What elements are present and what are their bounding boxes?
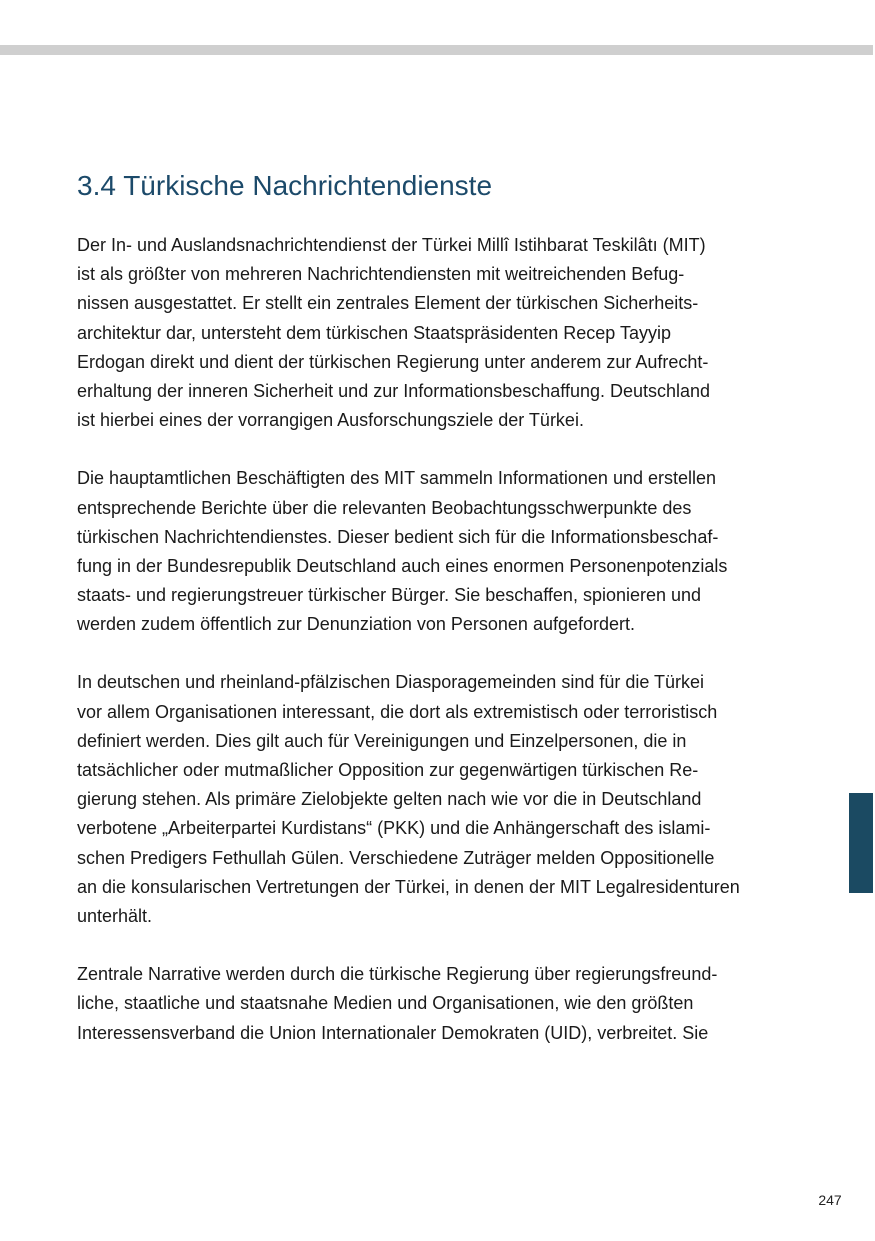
text-line: ist hierbei eines der vorrangigen Ausforschungsziele der Türkei. bbox=[77, 410, 584, 431]
page-number: 247 bbox=[818, 1192, 842, 1208]
header-bar bbox=[0, 45, 873, 55]
section-body bbox=[77, 231, 807, 1077]
text-line: gierung stehen. Als primäre Zielobjekte gelten nach wie vor die in Deutschland bbox=[77, 789, 702, 810]
text-line: an die konsularischen Vertretungen der Türkei, in denen der MIT Legalresidenturen bbox=[77, 876, 740, 897]
text-line: In deutschen und rheinland-pfälzischen Diasporagemeinden sind für die Türkei bbox=[77, 672, 705, 693]
text-line: ist als größter von mehreren Nachrichtendiensten mit weitreichenden Befug- bbox=[77, 264, 685, 285]
text-line: liche, staatliche und staatsnahe Medien und Organisationen, wie den größten bbox=[77, 993, 694, 1014]
text-line: Der In- und Auslandsnachrichtendienst der Türkei Millî Istihbarat Teskilâtı (MIT) bbox=[77, 235, 706, 255]
text-line: entsprechende Berichte über die relevanten Beobachtungsschwerpunkte des bbox=[77, 497, 692, 518]
text-line: architektur dar, untersteht dem türkischen Staatspräsidenten Recep Tayyip bbox=[77, 322, 671, 343]
text-line: nissen ausgestattet. Er stellt ein zentrales Element der türkischen Sicherheits- bbox=[77, 293, 699, 314]
paragraph bbox=[77, 464, 807, 639]
text-line: unterhält. bbox=[77, 905, 153, 926]
text-line: staats- und regierungstreuer türkischer Bürger. Sie beschaffen, spionieren und bbox=[77, 585, 702, 606]
text-line: werden zudem öffentlich zur Denunziation von Personen aufgefordert. bbox=[77, 614, 636, 635]
text-line: fung in der Bundesrepublik Deutschland auch eines enormen Personenpotenzials bbox=[77, 555, 728, 576]
text-line: Zentrale Narrative werden durch die türkische Regierung über regierungsfreund- bbox=[77, 964, 718, 985]
text-line: definiert werden. Dies gilt auch für Vereinigungen und Einzelpersonen, die in bbox=[77, 730, 687, 751]
text-line: schen Predigers Fethullah Gülen. Verschiedene Zuträger melden Oppositionelle bbox=[77, 847, 715, 868]
text-line: tatsächlicher oder mutmaßlicher Opposition zur gegenwärtigen türkischen Re- bbox=[77, 760, 699, 780]
text-line: Interessensverband die Union Internationaler Demokraten (UID), verbreitet. Sie bbox=[77, 1022, 709, 1043]
text-line: Die hauptamtlichen Beschäftigten des MIT sammeln Informationen und erstellen bbox=[77, 468, 717, 489]
paragraph bbox=[77, 960, 807, 1048]
text-line: vor allem Organisationen interessant, die dort als extremistisch oder terroristisch bbox=[77, 701, 718, 722]
text-line: verbotene „Arbeiterpartei Kurdistans“ (PKK) und die Anhängerschaft des islami- bbox=[77, 818, 711, 839]
paragraph bbox=[77, 668, 807, 931]
chapter-side-tab bbox=[849, 793, 873, 893]
paragraph bbox=[77, 231, 807, 435]
text-line: Erdogan direkt und dient der türkischen Regierung unter anderem zur Aufrecht- bbox=[77, 351, 709, 372]
text-line: erhaltung der inneren Sicherheit und zur Informationsbeschaffung. Deutschland bbox=[77, 380, 711, 401]
text-line: türkischen Nachrichtendienstes. Dieser bedient sich für die Informationsbeschaf- bbox=[77, 526, 719, 547]
section-title: 3.4 Türkische Nachrichtendienste bbox=[77, 170, 493, 201]
